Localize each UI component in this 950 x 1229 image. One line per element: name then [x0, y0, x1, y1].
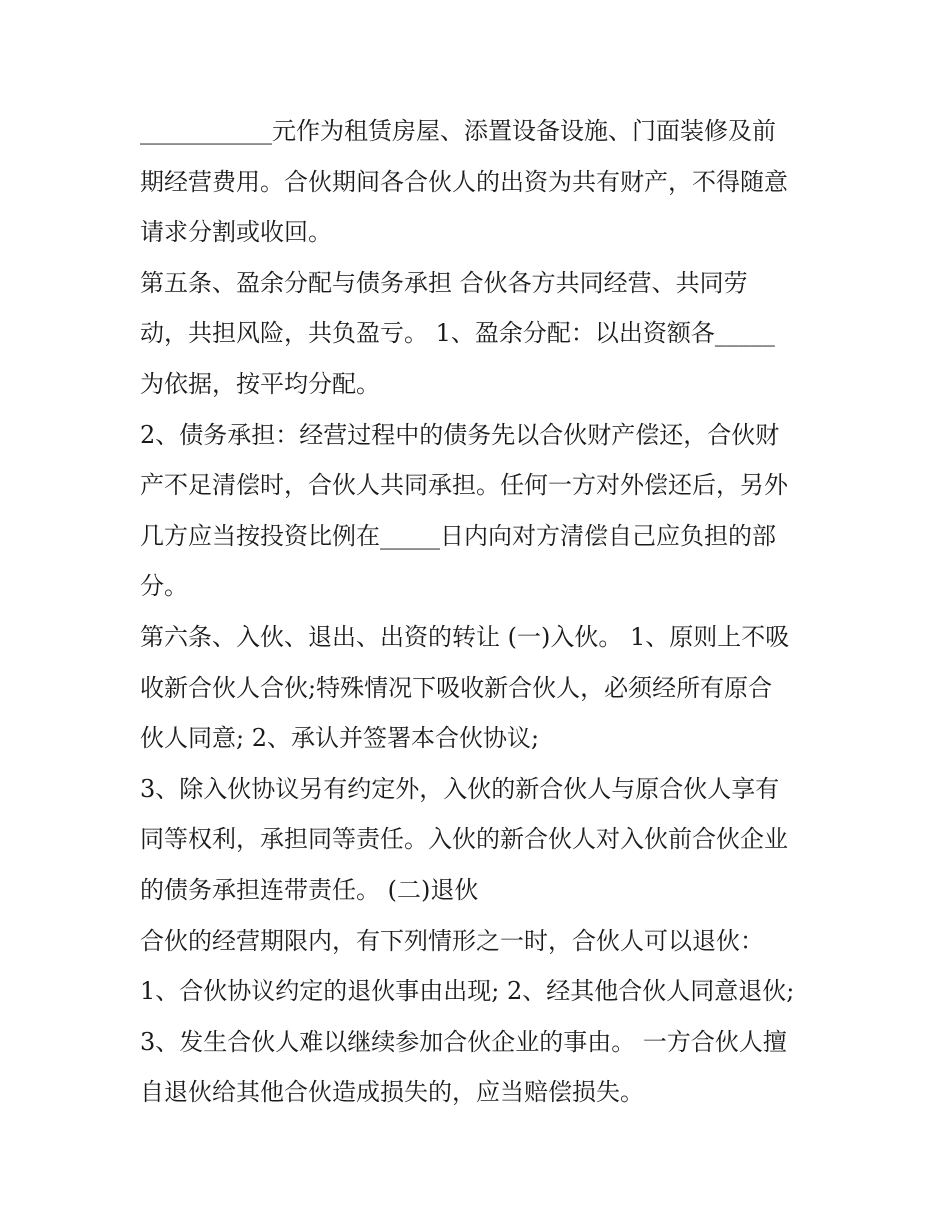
text-line: 分。 — [140, 572, 188, 601]
text-line: 合伙的经营期限内，有下列情形之一时，合伙人可以退伙： — [140, 926, 764, 955]
text-line: 2、债务承担：经营过程中的债务先以合伙财产偿还，合伙财 — [140, 420, 780, 449]
text-line: 3、发生合伙人难以继续参加合伙企业的事由。 一方合伙人擅 — [140, 1027, 787, 1056]
text-line: 请求分割或收回。 — [140, 218, 332, 247]
text-line: 伙人同意; 2、承认并签署本合伙协议; — [140, 724, 540, 753]
text-line: 的债务承担连带责任。 (二)退伙 — [140, 875, 479, 904]
text-line: 几方应当按投资比例在_____日内向对方清偿自己应负担的部 — [140, 521, 776, 550]
text-line: 3、除入伙协议另有约定外，入伙的新合伙人与原合伙人享有 — [140, 774, 780, 803]
text-line: 1、合伙协议约定的退伙事由出现; 2、经其他合伙人同意退伙; — [140, 977, 795, 1006]
text-line: 第五条、盈余分配与债务承担 合伙各方共同经营、共同劳 — [140, 268, 748, 297]
document-body — [140, 106, 820, 1118]
text-line: 产不足清偿时，合伙人共同承担。任何一方对外偿还后，另外 — [140, 471, 788, 500]
text-line: 动，共担风险，共负盈亏。 1、盈余分配：以出资额各_____ — [140, 319, 775, 348]
text-line: 自退伙给其他合伙造成损失的，应当赔偿损失。 — [140, 1078, 644, 1107]
text-line: ___________元作为租赁房屋、添置设备设施、门面装修及前 — [140, 117, 776, 145]
text-line: 为依据，按平均分配。 — [140, 369, 380, 398]
text-line: 同等权利，承担同等责任。入伙的新合伙人对入伙前合伙企业 — [140, 825, 788, 854]
text-line: 第六条、入伙、退出、出资的转让 (一)入伙。 1、原则上不吸 — [140, 622, 790, 651]
text-line: 收新合伙人合伙;特殊情况下吸收新合伙人，必须经所有原合 — [140, 673, 773, 702]
text-line: 期经营费用。合伙期间各合伙人的出资为共有财产，不得随意 — [140, 167, 788, 196]
